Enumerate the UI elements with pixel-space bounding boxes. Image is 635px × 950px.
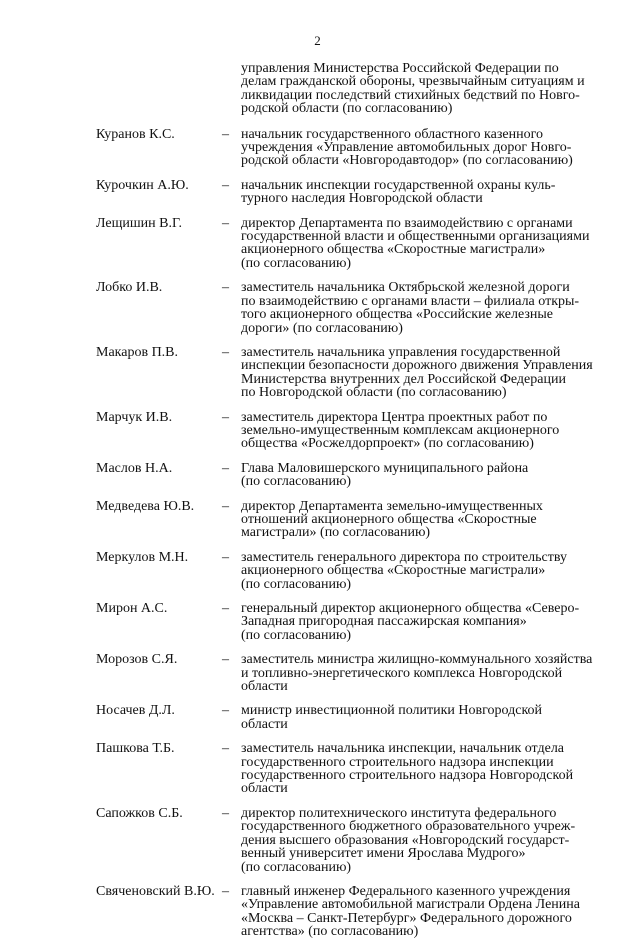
member-position [241,551,601,591]
position-line: директор Департамента по взаимодействию с органами [241,215,573,231]
position-line: отношений акционерного общества «Скоростные [241,511,537,527]
entry-dash: – [222,344,229,360]
member-entry [0,346,635,400]
member-entry [0,281,635,335]
position-line: заместитель начальника инспекции, начальник отдела [241,741,565,757]
member-entry [0,128,635,168]
entry-dash: – [222,126,229,142]
position-line: акционерного общества «Скоростные магистрали» [241,242,546,258]
page-number: 2 [314,33,321,48]
member-entry [0,602,635,642]
member-name: Маслов Н.А. [96,460,173,476]
member-position [241,128,601,168]
position-line: области [241,679,288,695]
position-line: заместитель начальника Октябрьской железной дороги [241,280,570,296]
position-line: (по согласованию) [241,474,352,490]
member-position [241,742,601,796]
member-entry [0,653,635,693]
member-entry [0,462,635,489]
member-position [241,179,601,206]
position-line: магистрали» (по согласованию) [241,525,431,541]
entry-dash: – [222,280,229,296]
member-position [241,346,601,400]
entry-dash: – [222,409,229,425]
position-line: Западная пригородная пассажирская компания» [241,614,527,630]
entry-dash: – [222,601,229,616]
position-line: заместитель министра жилищно-коммунального хозяйства [241,652,593,668]
member-entry [0,179,635,206]
position-line: генеральный директор акционерного общества «Северо- [241,601,580,616]
member-entry [0,411,635,451]
position-line: государственного строительного надзора Новгородской [241,768,574,784]
entry-dash: – [222,549,229,565]
member-name: Сапожков С.Б. [96,805,183,821]
member-entry [0,742,635,796]
member-name: Курочкин А.Ю. [96,177,189,193]
position-line: заместитель начальника управления государственной [241,344,561,360]
position-line: начальник государственного областного казенного [241,126,543,142]
member-entry [0,885,635,939]
entry-dash: – [222,883,229,899]
position-line: турного наследия Новгородской области [241,191,483,207]
entry-dash: – [222,215,229,231]
position-line: ликвидации последствий стихийных бедствий по Новго- [241,87,580,103]
position-line: директор Департамента земельно-имущественных [241,498,543,514]
position-line: Министерства внутренних дел Российской Федерации [241,371,566,387]
member-position [241,281,601,335]
position-line: государственного строительного надзора инспекции [241,754,554,770]
member-name: Меркулов М.Н. [96,549,189,565]
position-line: государственного бюджетного образовательного учреж- [241,819,576,835]
entry-dash: – [222,177,229,193]
member-position [241,885,601,939]
position-line: директор политехнического института федерального [241,805,557,821]
member-name: Макаров П.В. [96,344,179,360]
position-line: того акционерного общества «Российские железные [241,307,553,323]
member-name: Медведева Ю.В. [96,498,195,514]
position-line: министр инвестиционной политики Новгородской [241,703,543,719]
position-line: (по согласованию) [241,859,352,875]
position-line: инспекции безопасности дорожного движения Управления [241,358,593,374]
member-name: Лещишин В.Г. [96,215,183,231]
member-name: Лобко И.В. [96,280,163,296]
member-position [241,807,601,874]
member-entry [0,704,635,731]
entry-dash: – [222,460,229,476]
position-line: делам гражданской обороны, чрезвычайным ситуациям и [241,74,585,90]
entry-dash: – [222,498,229,514]
entry-dash: – [222,741,229,757]
member-position [241,500,601,540]
position-line: родской области «Новгородавтодор» (по согласованию) [241,153,573,169]
position-line: области [241,781,288,797]
position-line: акционерного общества «Скоростные магистрали» [241,563,546,579]
position-line: «Москва – Санкт-Петербург» Федерального дорожного [241,910,572,926]
position-line: управления Министерства Российской Федерации по [241,61,559,76]
member-name: Куранов К.С. [96,126,175,142]
member-position [241,602,601,642]
member-position [241,653,601,693]
member-position [241,62,601,116]
position-line: общества «Росжелдорпроект» (по согласованию) [241,436,534,452]
position-line: и топливно-энергетического комплекса Новгородской [241,665,563,681]
position-line: агентства» (по согласованию) [241,924,419,940]
position-line: (по согласованию) [241,576,352,592]
member-position [241,217,601,271]
position-line: государственной власти и общественными организациями [241,229,590,245]
member-name: Пашкова Т.Б. [96,741,175,757]
member-entry [0,62,635,116]
entry-dash: – [222,652,229,668]
member-position [241,411,601,451]
position-line: начальник инспекции государственной охраны куль- [241,177,556,193]
position-line: главный инженер Федерального казенного учреждения [241,883,571,899]
member-position [241,462,601,489]
member-entry [0,217,635,271]
entry-dash: – [222,703,229,719]
position-line: заместитель генерального директора по строительству [241,549,568,565]
position-line: земельно-имущественным комплексам акционерного [241,422,560,438]
position-line: учреждения «Управление автомобильных дорог Новго- [241,140,572,156]
position-line: по Новгородской области (по согласованию) [241,385,507,401]
position-line: «Управление автомобильной магистрали Ордена Ленина [241,897,580,913]
position-line: дороги» (по согласованию) [241,320,403,336]
commission-member-list [0,62,635,950]
member-name: Свяченовский В.Ю. [96,883,215,899]
position-line: (по согласованию) [241,627,352,643]
member-name: Носачев Д.Л. [96,703,175,719]
entry-dash: – [222,805,229,821]
position-line: по взаимодействию с органами власти – филиала откры- [241,293,580,309]
member-name: Морозов С.Я. [96,652,178,668]
position-line: венный университет имени Ярослава Мудрого» [241,846,526,862]
position-line: дения высшего образования «Новгородский государст- [241,832,570,848]
member-name: Мирон А.С. [96,601,168,616]
member-position [241,704,601,731]
position-line: родской области (по согласованию) [241,101,453,117]
position-line: области [241,716,288,732]
position-line: Глава Маловишерского муниципального района [241,460,529,476]
member-entry [0,500,635,540]
member-name: Марчук И.В. [96,409,173,425]
member-entry [0,551,635,591]
position-line: заместитель директора Центра проектных работ по [241,409,548,425]
member-entry [0,807,635,874]
position-line: (по согласованию) [241,255,352,271]
